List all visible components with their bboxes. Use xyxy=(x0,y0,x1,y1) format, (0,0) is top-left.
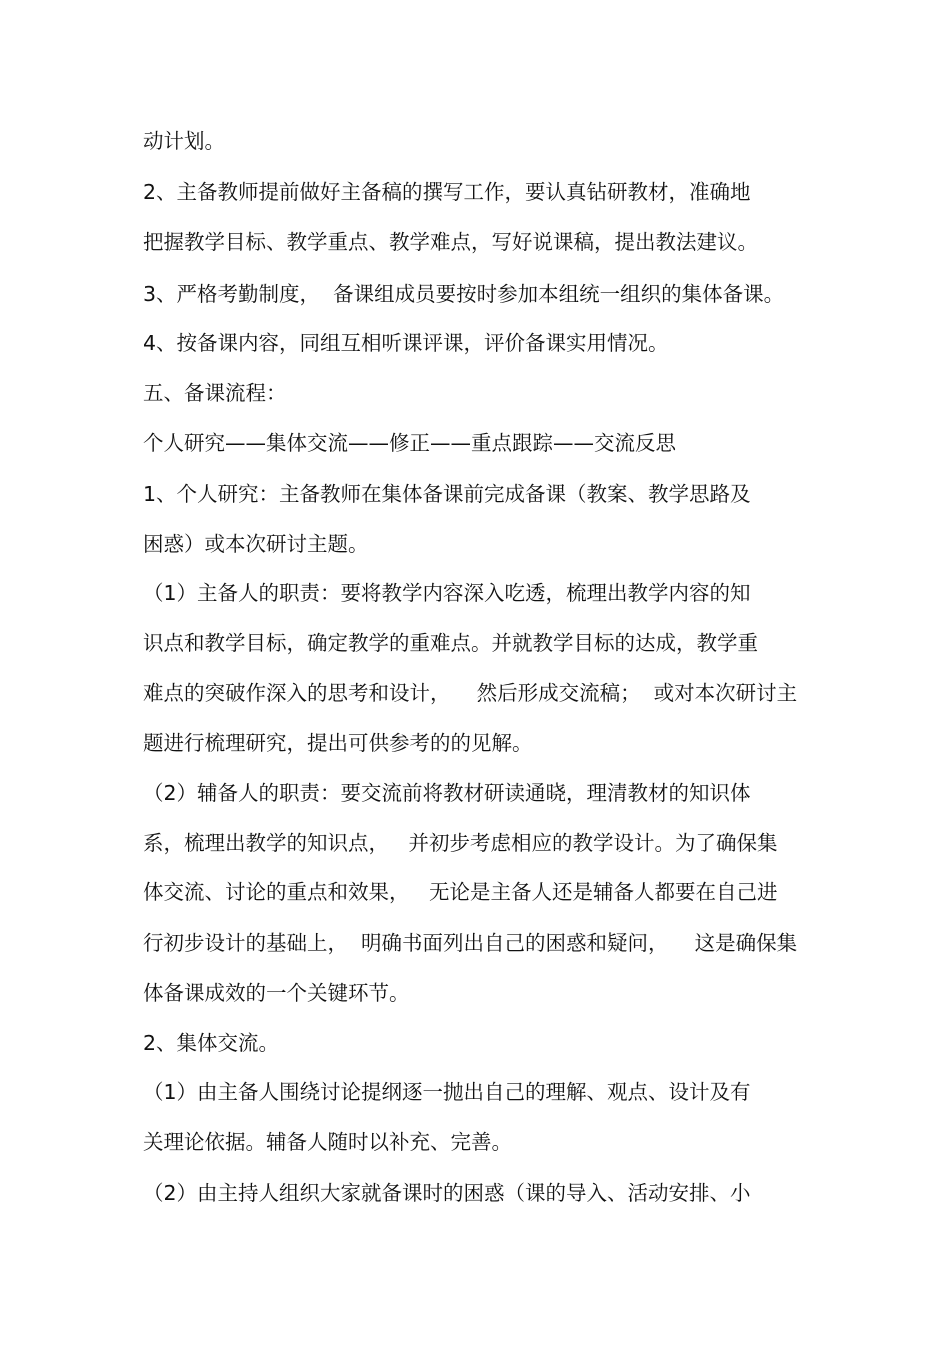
text-line: 行初步设计的基础上， 明确书面列出自己的困惑和疑问， 这是确保集 xyxy=(143,931,798,955)
text-line: 题进行梳理研究，提出可供参考的的见解。 xyxy=(143,731,533,755)
text-line: 体交流、讨论的重点和效果， 无论是主备人还是辅备人都要在自己进 xyxy=(143,880,778,904)
text-line: 2、集体交流。 xyxy=(143,1031,280,1055)
text-line: 关理论依据。辅备人随时以补充、完善。 xyxy=(143,1130,512,1154)
text-line: （2）辅备人的职责：要交流前将教材研读通晓，理清教材的知识体 xyxy=(143,781,751,805)
text-line: 把握教学目标、教学重点、教学难点，写好说课稿，提出教法建议。 xyxy=(143,230,758,254)
text-line: 1、个人研究：主备教师在集体备课前完成备课（教案、教学思路及 xyxy=(143,482,751,506)
text-line: 识点和教学目标，确定教学的重难点。并就教学目标的达成，教学重 xyxy=(143,631,758,655)
text-line: （2）由主持人组织大家就备课时的困惑（课的导入、活动安排、小 xyxy=(143,1181,751,1205)
text-line: 难点的突破作深入的思考和设计， 然后形成交流稿； 或对本次研讨主 xyxy=(143,681,798,705)
text-line: 困惑）或本次研讨主题。 xyxy=(143,532,369,556)
text-line: （1）主备人的职责：要将教学内容深入吃透，梳理出教学内容的知 xyxy=(143,581,751,605)
section-heading: 五、备课流程： xyxy=(143,381,287,405)
text-line: 个人研究——集体交流——修正——重点跟踪——交流反思 xyxy=(143,431,676,455)
text-line: 动计划。 xyxy=(143,129,225,153)
text-line: （1）由主备人围绕讨论提纲逐一抛出自己的理解、观点、设计及有 xyxy=(143,1080,751,1104)
text-line: 体备课成效的一个关键环节。 xyxy=(143,981,410,1005)
text-line: 4、按备课内容，同组互相听课评课，评价备课实用情况。 xyxy=(143,331,669,355)
text-line: 系，梳理出教学的知识点， 并初步考虑相应的教学设计。为了确保集 xyxy=(143,831,778,855)
text-line: 3、严格考勤制度， 备课组成员要按时参加本组统一组织的集体备课。 xyxy=(143,282,785,306)
text-line: 2、主备教师提前做好主备稿的撰写工作，要认真钻研教材，准确地 xyxy=(143,180,751,204)
